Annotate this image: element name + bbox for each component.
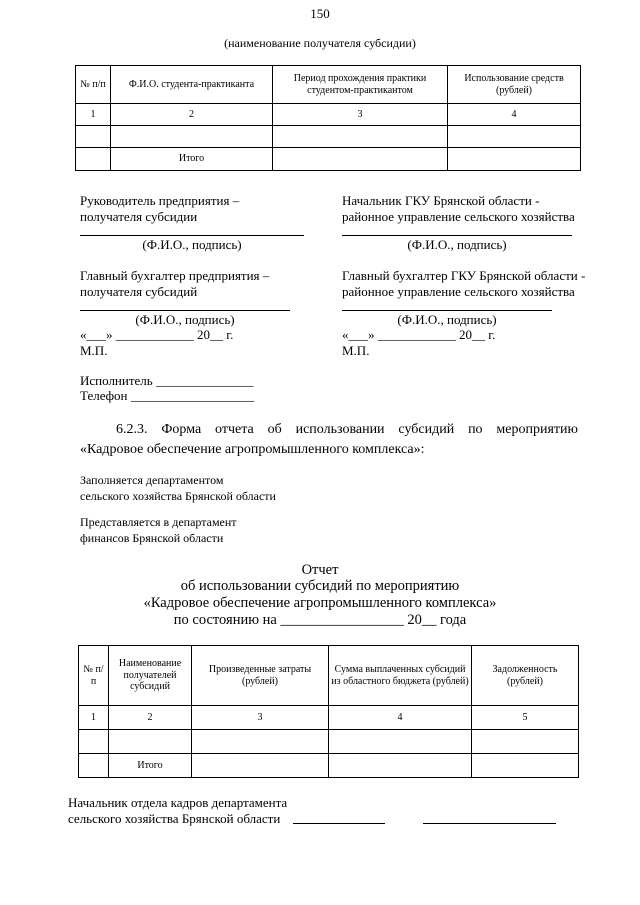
table-cell: 1 <box>76 104 111 126</box>
table-cell <box>448 148 581 171</box>
recipient-caption: (наименование получателя субсидии) <box>224 36 416 50</box>
section-heading-line2: «Кадровое обеспечение агропромышленного комплекса»: <box>80 442 425 457</box>
table-total-row <box>79 754 579 778</box>
signature-caption: (Ф.И.О., подпись) <box>135 312 235 327</box>
table-cell: 2 <box>111 104 273 126</box>
table-row <box>79 730 579 754</box>
table-row <box>76 126 581 148</box>
table-cell <box>472 754 579 778</box>
table-header-row <box>76 66 581 104</box>
manager-title-line1: Руководитель предприятия – <box>80 193 240 208</box>
signature-caption: (Ф.И.О., подпись) <box>142 237 242 252</box>
table-cell: 2 <box>109 706 192 730</box>
gku-head-title-line1: Начальник ГКУ Брянской области - <box>342 193 540 208</box>
table-cell <box>448 126 581 148</box>
col-number-header: № п/п <box>79 646 109 706</box>
gku-accountant-title-line2: районное управление сельского хозяйства <box>342 284 575 299</box>
col-number-header: № п/п <box>76 66 111 104</box>
stamp-label: М.П. <box>80 343 108 358</box>
table-cell <box>329 754 472 778</box>
signature-caption: (Ф.И.О., подпись) <box>397 312 497 327</box>
signature-line <box>80 235 304 236</box>
table-cell: 5 <box>472 706 579 730</box>
table-cell <box>273 148 448 171</box>
table-cell <box>111 126 273 148</box>
col-recipients-header: Наименование получателей субсидий <box>109 646 192 706</box>
col-debt-header: Задолженность (рублей) <box>472 646 579 706</box>
table-cell <box>472 730 579 754</box>
table-number-row <box>79 706 579 730</box>
executor-line: Исполнитель _______________ <box>80 373 254 388</box>
table-cell: 4 <box>329 706 472 730</box>
total-label: Итого <box>111 148 273 171</box>
section-heading <box>80 420 578 460</box>
footer-title-line2: сельского хозяйства Брянской области <box>68 811 281 826</box>
table-cell <box>76 126 111 148</box>
submitted-to-line2: финансов Брянской области <box>80 531 224 545</box>
signature-line <box>423 823 556 824</box>
phone-line: Телефон ___________________ <box>80 388 255 403</box>
signature-line <box>293 823 385 824</box>
table-cell <box>329 730 472 754</box>
table-cell: 1 <box>79 706 109 730</box>
report-subtitle-line3: «Кадровое обеспечение агропромышленного комплекса» <box>143 595 497 611</box>
section-heading-line1: 6.2.3. Форма отчета об использовании субсидий по мероприятию <box>116 422 578 437</box>
table-cell <box>192 754 329 778</box>
table-cell <box>109 730 192 754</box>
chief-accountant-title-line1: Главный бухгалтер предприятия – <box>80 268 270 283</box>
signature-caption: (Ф.И.О., подпись) <box>407 237 507 252</box>
signature-line <box>342 235 572 236</box>
table-cell <box>273 126 448 148</box>
practice-table <box>75 65 581 171</box>
filled-by-line1: Заполняется департаментом <box>80 473 224 487</box>
table-cell: 3 <box>192 706 329 730</box>
col-funds-header: Использование средств (рублей) <box>448 66 581 104</box>
table-number-row <box>76 104 581 126</box>
col-period-header: Период прохождения практики студентом-практикантом <box>273 66 448 104</box>
signature-line <box>80 310 290 311</box>
report-subtitle-line2: об использовании субсидий по мероприятию <box>180 578 460 594</box>
filled-by-line2: сельского хозяйства Брянской области <box>80 489 276 503</box>
report-date-line: по состоянию на _________________ 20__ года <box>173 612 467 628</box>
table-cell <box>76 148 111 171</box>
submitted-to-line1: Представляется в департамент <box>80 515 237 529</box>
stamp-label: М.П. <box>342 343 370 358</box>
date-line: «___» ____________ 20__ г. <box>80 327 234 342</box>
table-cell <box>79 754 109 778</box>
footer-title-line1: Начальник отдела кадров департамента <box>68 795 288 810</box>
table-total-row <box>76 148 581 171</box>
total-label: Итого <box>109 754 192 778</box>
col-student-header: Ф.И.О. студента-практиканта <box>111 66 273 104</box>
date-line: «___» ____________ 20__ г. <box>342 327 496 342</box>
manager-title-line2: получателя субсидии <box>80 209 198 224</box>
table-cell <box>79 730 109 754</box>
chief-accountant-title-line2: получателя субсидий <box>80 284 198 299</box>
table-cell <box>192 730 329 754</box>
col-paid-subsidies-header: Сумма выплаченных субсидий из областного бюджета (рублей) <box>329 646 472 706</box>
gku-head-title-line2: районное управление сельского хозяйства <box>342 209 575 224</box>
page-number: 150 <box>310 6 330 21</box>
report-title: Отчет <box>301 562 339 578</box>
table-cell: 4 <box>448 104 581 126</box>
table-header-row <box>79 646 579 706</box>
gku-accountant-title-line1: Главный бухгалтер ГКУ Брянской области - <box>342 268 586 283</box>
signature-line <box>342 310 552 311</box>
table-cell: 3 <box>273 104 448 126</box>
col-expenses-header: Произведенные затраты (рублей) <box>192 646 329 706</box>
subsidy-report-table <box>78 645 579 778</box>
